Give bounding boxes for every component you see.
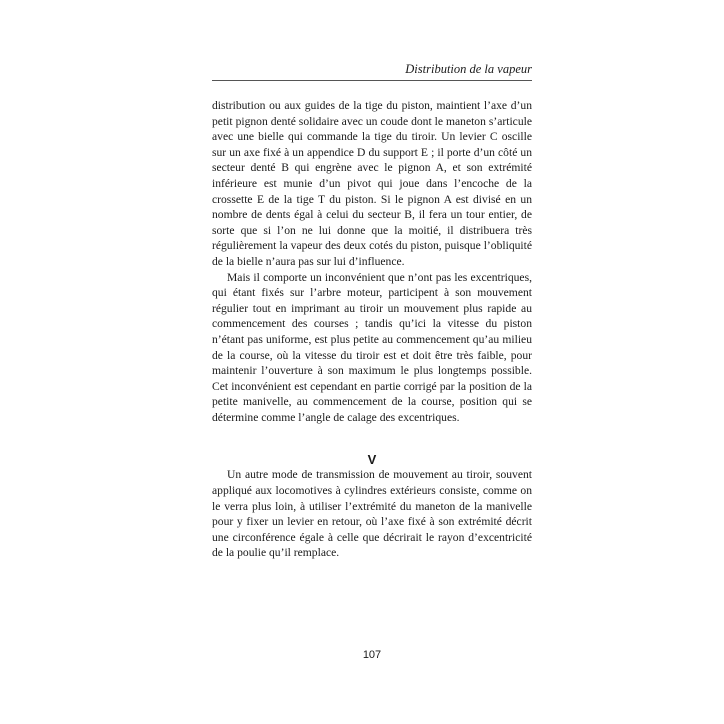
body-text: [212, 98, 532, 561]
section-heading: V: [367, 452, 377, 468]
page-number: 107: [362, 649, 382, 661]
paragraph-3: Un autre mode de transmission de mouvement au tiroir, souvent appliqué aux locomotives à cylindres extérieurs consiste, comme on le verra plus loin, à utiliser l’extrémité du maneton de la manivelle pour y fixer un levier en retour, où l’axe fixé à son extrémité décrit une circonférence égale à celle que décrirait le rayon d’excentricité de la poulie qu’il remplace.: [212, 468, 532, 560]
paragraph-2: Mais il comporte un inconvénient que n’ont pas les excentriques, qui étant fixés sur l’arbre moteur, participent à son mouvement régulier tout en imprimant au tiroir un mouvement plus rapide au commencement des courses ; tandis qu’ici la vitesse du piston n’étant pas uniforme, est plus petite au commencement qu’au milieu de la course, où la vitesse du tiroir est et doit être très faible, pour maintenir l’ouverture à son maximum le plus longtemps possible. Cet inconvénient est cependant en partie corrigé par la position de la petite manivelle, au commencement de la course, position qui se détermine comme l’angle de calage des excentriques.: [212, 270, 532, 424]
paragraph-1: distribution ou aux guides de la tige du piston, maintient l’axe d’un petit pignon denté solidaire avec un coude dont le maneton s’articule avec une bielle qui commande la tige du tiroir. Un levier C oscille sur un axe fixé à un appendice D du support E ; il porte d’un côté un secteur denté B qui engrène avec le pignon A, et son extrémité inférieure est munie d’un pivot qui joue dans l’encoche de la crossette E de la tige T du piston. Si le pignon A est divisé en un nombre de dents égal à celui du secteur B, il fera un tour entier, de sorte que si l’on ne lui donne que la moitié, il distribuera très régulièrement la vapeur des deux cotés du piston, puisque l’obliquité de la bielle n’aura pas sur lui d’influence.: [212, 99, 532, 268]
running-title: Distribution de la vapeur: [405, 62, 532, 76]
header-rule: [212, 80, 532, 81]
